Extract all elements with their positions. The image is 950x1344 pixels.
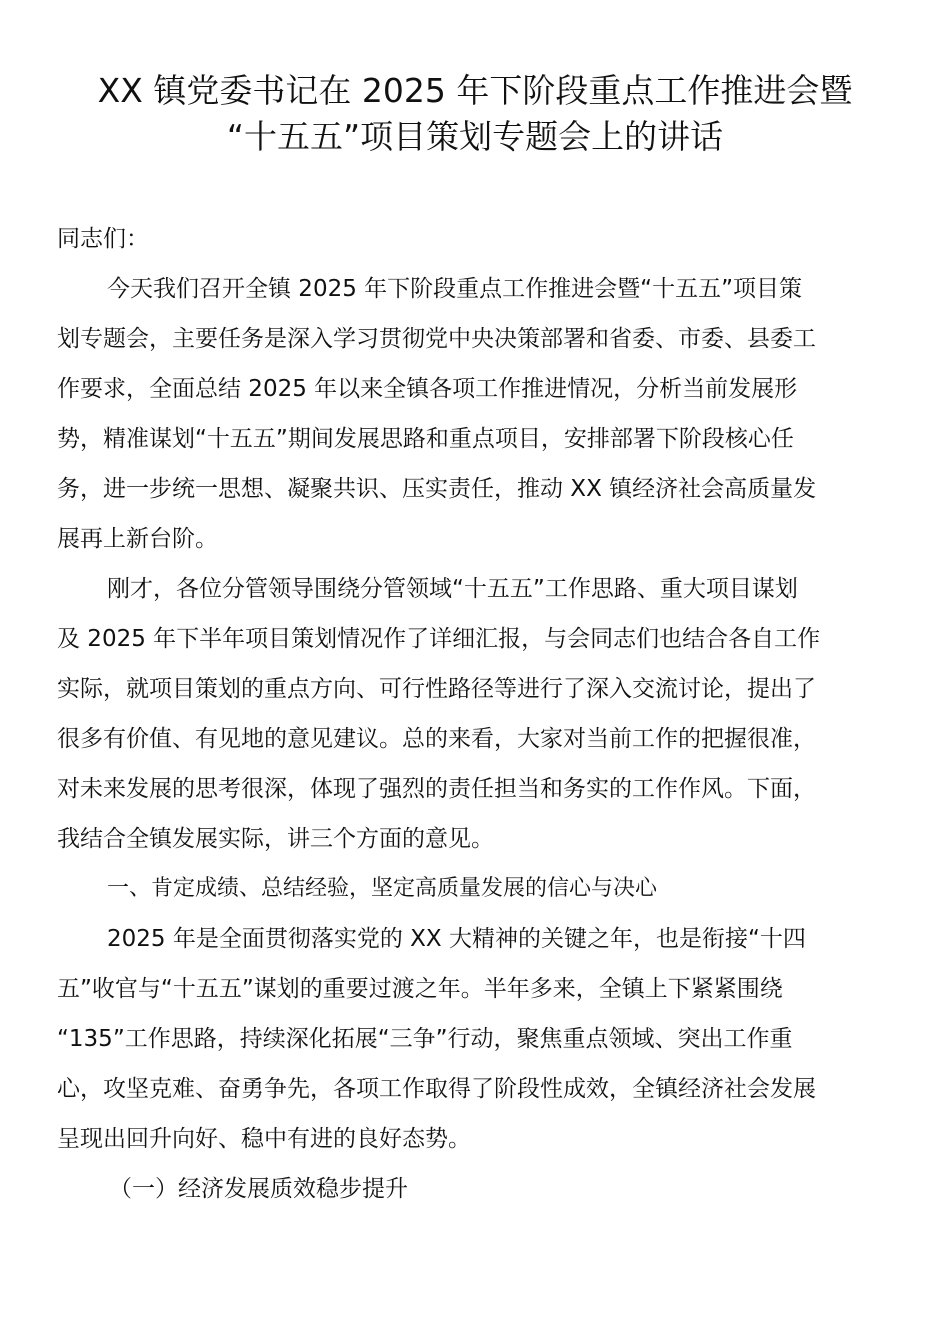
paragraph-line: 实际，就项目策划的重点方向、可行性路径等进行了深入交流讨论，提出了 bbox=[57, 676, 816, 702]
paragraph-line: 我结合全镇发展实际，讲三个方面的意见。 bbox=[57, 826, 494, 852]
paragraph-3 bbox=[57, 922, 897, 1172]
salutation: 同志们： bbox=[57, 226, 149, 252]
paragraph-1 bbox=[57, 272, 897, 572]
title-line-1: XX 镇党委书记在 2025 年下阶段重点工作推进会暨 bbox=[97, 71, 853, 110]
paragraph-line: 刚才，各位分管领导围绕分管领域“十五五”工作思路、重大项目谋划 bbox=[107, 576, 798, 602]
paragraph-line: 展再上新台阶。 bbox=[57, 526, 218, 552]
document-body bbox=[57, 222, 897, 1222]
subheading-1: （一）经济发展质效稳步提升 bbox=[109, 1176, 408, 1202]
paragraph-line: 务，进一步统一思想、凝聚共识、压实责任，推动 XX 镇经济社会高质量发 bbox=[57, 476, 817, 502]
paragraph-line: 作要求，全面总结 2025 年以来全镇各项工作推进情况，分析当前发展形 bbox=[57, 376, 798, 402]
paragraph-line: 对未来发展的思考很深，体现了强烈的责任担当和务实的工作作风。下面， bbox=[57, 776, 816, 802]
paragraph-line: 2025 年是全面贯彻落实党的 XX 大精神的关键之年，也是衔接“十四 bbox=[107, 926, 806, 952]
paragraph-line: 及 2025 年下半年项目策划情况作了详细汇报，与会同志们也结合各自工作 bbox=[57, 626, 821, 652]
paragraph-line: 势，精准谋划“十五五”期间发展思路和重点项目，安排部署下阶段核心任 bbox=[57, 426, 794, 452]
paragraph-line: 今天我们召开全镇 2025 年下阶段重点工作推进会暨“十五五”项目策 bbox=[107, 276, 802, 302]
document-title bbox=[0, 68, 950, 160]
paragraph-line: 心，攻坚克难、奋勇争先，各项工作取得了阶段性成效，全镇经济社会发展 bbox=[57, 1076, 816, 1102]
paragraph-line: 五”收官与“十五五”谋划的重要过渡之年。半年多来，全镇上下紧紧围绕 bbox=[57, 976, 783, 1002]
paragraph-line: “135”工作思路，持续深化拓展“三争”行动，聚焦重点领域、突出工作重 bbox=[57, 1026, 793, 1052]
section-heading-1: 一、肯定成绩、总结经验，坚定高质量发展的信心与决心 bbox=[107, 876, 658, 901]
title-line-2: “十五五”项目策划专题会上的讲话 bbox=[226, 117, 724, 156]
paragraph-line: 划专题会，主要任务是深入学习贯彻党中央决策部署和省委、市委、县委工 bbox=[57, 326, 816, 352]
paragraph-2 bbox=[57, 572, 897, 872]
paragraph-line: 呈现出回升向好、稳中有进的良好态势。 bbox=[57, 1126, 471, 1152]
paragraph-line: 很多有价值、有见地的意见建议。总的来看，大家对当前工作的把握很准， bbox=[57, 726, 816, 752]
